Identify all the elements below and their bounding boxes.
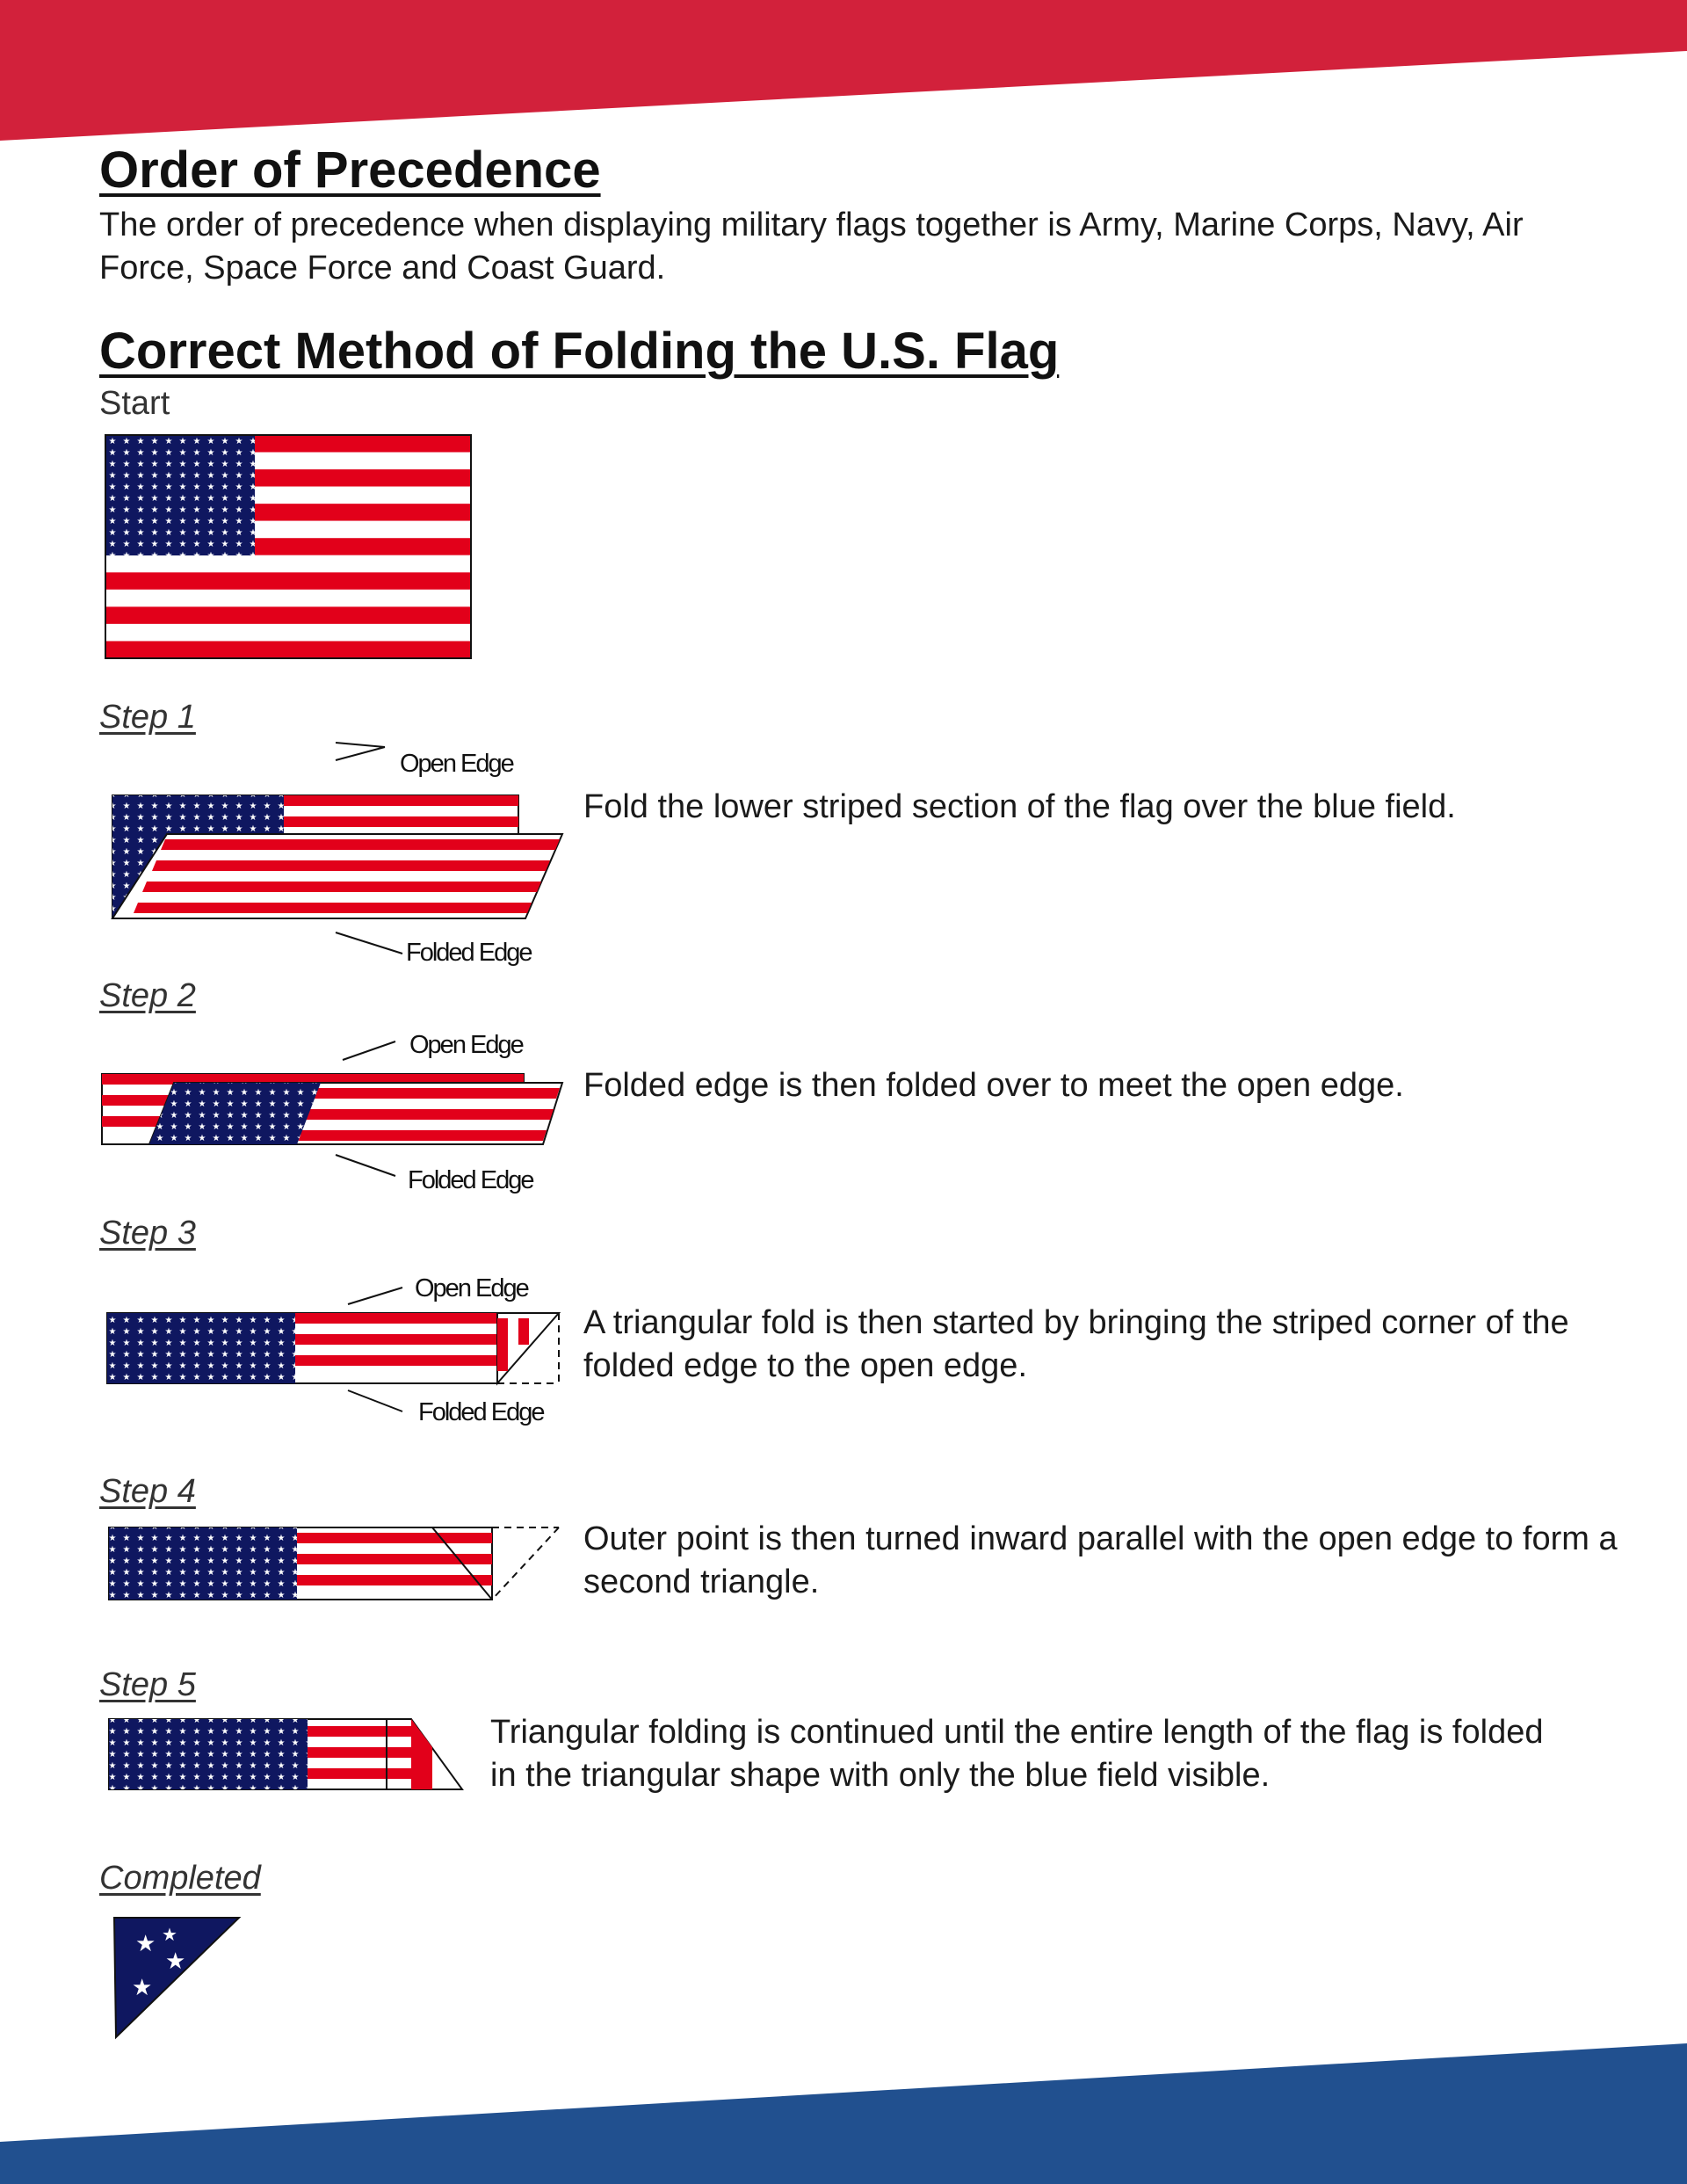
flag-step-5-image xyxy=(105,1714,474,1793)
flag-stripe xyxy=(105,555,471,573)
bottom-blue-banner xyxy=(0,2008,1687,2184)
step-5-label: Step 5 xyxy=(99,1666,196,1703)
folded-edge-annotation: Folded Edge xyxy=(408,1166,533,1194)
flag-step-2-image xyxy=(97,1018,571,1194)
flag-step-1-image xyxy=(105,743,571,971)
svg-text:★: ★ xyxy=(135,1930,156,1956)
step-1-label: Step 1 xyxy=(99,699,196,736)
flag-stripe xyxy=(105,624,471,642)
flag-stripe xyxy=(105,572,471,590)
folding-title: Correct Method of Folding the U.S. Flag xyxy=(99,323,1060,380)
step-2-text: Folded edge is then folded over to meet the open edge. xyxy=(583,1067,1404,1104)
step-1-text: Fold the lower striped section of the flag over the blue field. xyxy=(583,788,1456,825)
step-5-text: Triangular folding is continued until the entire length of the flag is folded in the triangular shape with only the blue field visible. xyxy=(490,1714,1544,1794)
svg-text:★: ★ xyxy=(162,1926,177,1945)
flag-step-4-image xyxy=(105,1520,571,1617)
folded-edge-annotation: Folded Edge xyxy=(406,939,532,967)
svg-text:★: ★ xyxy=(132,1974,153,2000)
top-red-banner xyxy=(0,0,1687,149)
folded-edge-annotation: Folded Edge xyxy=(418,1398,544,1426)
open-edge-annotation: Open Edge xyxy=(409,1031,523,1059)
flag-stripe xyxy=(105,590,471,607)
flag-start-image xyxy=(105,435,471,658)
step-2-label: Step 2 xyxy=(99,977,196,1014)
svg-text:★: ★ xyxy=(165,1948,186,1974)
start-label: Start xyxy=(99,385,170,422)
precedence-title: Order of Precedence xyxy=(99,141,601,199)
precedence-text: The order of precedence when displaying military flags together is Army, Marine Corps, Navy, Air Force, Space Force and Coast Guard. xyxy=(99,207,1524,287)
flag-stripe xyxy=(105,641,471,658)
step-4-label: Step 4 xyxy=(99,1473,196,1510)
flag-step-3-image xyxy=(105,1257,571,1433)
open-edge-annotation: Open Edge xyxy=(415,1274,528,1302)
completed-label: Completed xyxy=(99,1860,261,1897)
flag-stripe xyxy=(105,606,471,624)
step-3-text: A triangular fold is then started by bringing the striped corner of the folded edge to the open edge. xyxy=(583,1304,1569,1384)
open-edge-annotation: Open Edge xyxy=(400,750,513,778)
step-3-label: Step 3 xyxy=(99,1215,196,1252)
step-4-text: Outer point is then turned inward parallel with the open edge to form a second triangle. xyxy=(583,1520,1618,1600)
